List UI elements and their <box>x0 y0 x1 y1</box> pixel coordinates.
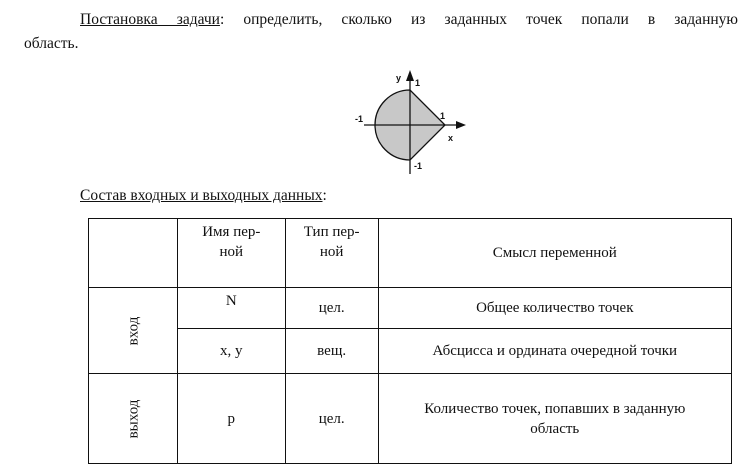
row-meaning: Абсцисса и ордината очередной точки <box>432 343 678 359</box>
region-diagram <box>352 66 472 176</box>
row-meaning: Общее количество точек <box>476 300 634 316</box>
row-name-cell <box>177 288 285 329</box>
table-row <box>89 288 732 329</box>
table-row <box>89 374 732 464</box>
header-type-cell <box>285 219 378 288</box>
data-section-label: Состав входных и выходных данных <box>80 187 323 204</box>
row-type: вещ. <box>317 343 347 359</box>
table-row <box>89 329 732 374</box>
region-figure <box>352 66 472 176</box>
row-name: N <box>225 293 237 309</box>
row-meaning: Количество точек, попавших в заданную область <box>424 400 686 437</box>
row-type-cell <box>285 288 378 329</box>
group-input-cell <box>89 288 178 374</box>
row-name-cell <box>177 329 285 374</box>
row-name: x, y <box>220 343 243 359</box>
axis-label-x: x <box>448 133 454 143</box>
row-type-cell <box>285 374 378 464</box>
problem-statement <box>24 8 738 56</box>
io-table <box>88 218 732 464</box>
row-name: p <box>227 410 236 427</box>
row-type: цел. <box>318 410 345 427</box>
group-output-label: выход <box>124 399 141 438</box>
y-axis-arrow-icon <box>406 70 414 81</box>
header-empty-cell <box>89 219 178 288</box>
problem-label: Постановка задачи <box>80 11 220 28</box>
row-meaning-cell <box>378 288 731 329</box>
row-type: цел. <box>318 300 345 316</box>
row-name-cell <box>177 374 285 464</box>
problem-text-line2: область. <box>24 35 79 52</box>
header-row <box>89 219 732 288</box>
row-type-cell <box>285 329 378 374</box>
group-output-cell <box>89 374 178 464</box>
header-meaning-cell <box>378 219 731 288</box>
group-input-label: вход <box>124 316 141 345</box>
header-meaning: Смысл переменной <box>492 245 617 261</box>
x-axis-arrow-icon <box>456 121 466 129</box>
tick-label-right: 1 <box>440 111 446 121</box>
problem-statement-line1 <box>24 8 738 32</box>
header-name: Имя пер- ной <box>202 224 261 260</box>
header-name-cell <box>177 219 285 288</box>
problem-text: : определить, сколько из заданных точек попали в заданную <box>219 11 738 28</box>
tick-label-top: 1 <box>415 78 421 88</box>
row-meaning-cell <box>378 329 731 374</box>
row-meaning-cell <box>378 374 731 464</box>
axis-label-y: y <box>396 73 402 83</box>
tick-label-left: -1 <box>355 114 364 124</box>
header-type: Тип пер- ной <box>303 224 360 260</box>
tick-label-bottom: -1 <box>414 161 423 171</box>
data-section-heading <box>80 186 327 206</box>
data-section-colon: : <box>322 187 327 204</box>
